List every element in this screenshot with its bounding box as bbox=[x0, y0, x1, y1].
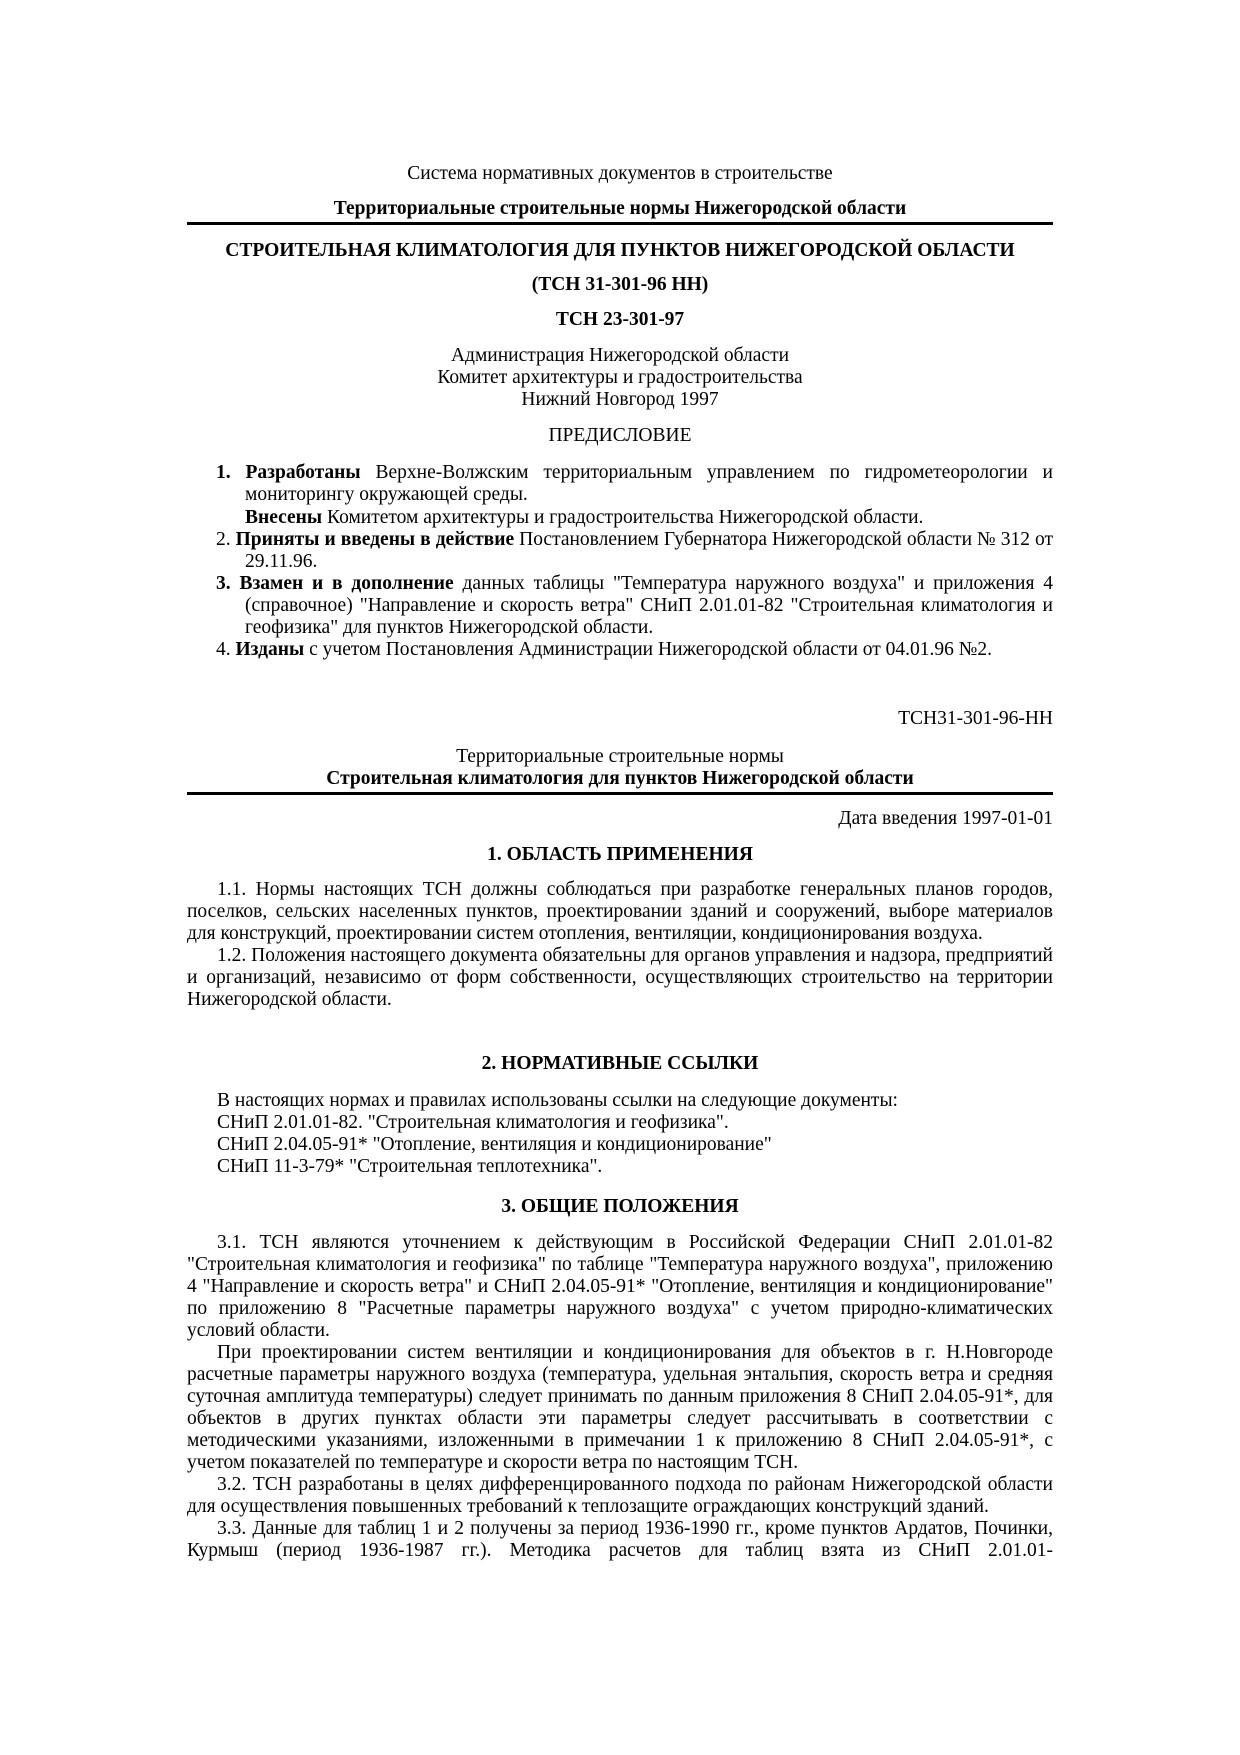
preface-item bbox=[187, 639, 1053, 661]
paragraph: 1.2. Положения настоящего документа обязательны для органов управления и надзора, предприятий и организаций, независимо от форм собственности, осуществляющих строительство на территории Нижегородской области. bbox=[187, 945, 1053, 1010]
second-header-line1: Территориальные строительные нормы bbox=[456, 746, 784, 767]
publisher-line: Нижний Новгород 1997 bbox=[521, 389, 719, 410]
intro-date: Дата введения 1997-01-01 bbox=[838, 808, 1053, 829]
second-header-line2: Строительная климатология для пунктов Нижегородской области bbox=[326, 768, 914, 789]
second-header-rule bbox=[187, 792, 1053, 795]
preface-item bbox=[187, 507, 1053, 529]
preface-item-bold: Приняты и введены в действие bbox=[235, 529, 515, 550]
publisher-line: Администрация Нижегородской области bbox=[450, 345, 790, 366]
preface-title: ПРЕДИСЛОВИЕ bbox=[548, 425, 692, 446]
preface-item-bold: Взамен и в дополнение bbox=[239, 573, 454, 594]
doc-code: ТСН31-301-96-НН bbox=[898, 708, 1053, 729]
paragraph: 1.1. Нормы настоящих ТСН должны соблюдаться при разработке генеральных планов городов, поселков, сельских населенных пунктов, проектировании зданий и сооружений, выборе материалов для конструкций, проектировании систем отопления, вентиляции, кондиционирования воздуха. bbox=[187, 879, 1053, 944]
preface-item-num: 2. bbox=[216, 529, 231, 550]
preface-item-text: Постановлением Губернатора Нижегородской области № 312 от 29.11.96. bbox=[245, 529, 1054, 572]
paragraph: 3.3. Данные для таблиц 1 и 2 получены за период 1936-1990 гг., кроме пунктов Ардатов, Починки, Курмыш (период 1936-1987 гг.). Методика расчетов для таблиц взята из СНиП 2.01.01- bbox=[187, 1518, 1053, 1561]
preface-item-bold: Разработаны bbox=[245, 462, 361, 483]
preface-item-text: с учетом Постановления Администрации Нижегородской области от 04.01.96 №2. bbox=[304, 639, 992, 660]
section-2-title: 2. НОРМАТИВНЫЕ ССЫЛКИ bbox=[481, 1053, 759, 1074]
paragraph: 3.2. ТСН разработаны в целях дифференцированного подхода по районам Нижегородской области для осуществления повышенных требований к теплозащите ограждающих конструкций зданий. bbox=[187, 1474, 1053, 1517]
territorial-norms-heading: Территориальные строительные нормы Нижегородской области bbox=[333, 198, 907, 219]
preface-item-text: данных таблицы "Температура наружного воздуха" и приложения 4 (справочное) "Направление и скорость ветра" СНиП 2.01.01-82 "Строительная климатология и геофизика" для пунктов Нижегородской области. bbox=[245, 573, 1053, 638]
preface-item bbox=[187, 462, 1053, 506]
preface-item bbox=[187, 529, 1053, 573]
preface-item-num: 4. bbox=[216, 639, 231, 660]
main-title: СТРОИТЕЛЬНАЯ КЛИМАТОЛОГИЯ ДЛЯ ПУНКТОВ НИЖЕГОРОДСКОЙ ОБЛАСТИ bbox=[225, 240, 1015, 261]
publisher-block bbox=[187, 345, 1053, 411]
code-tsn-31: (ТСН 31-301-96 НН) bbox=[531, 274, 709, 295]
section-1-body bbox=[187, 879, 1053, 1011]
code-tsn-23: ТСН 23-301-97 bbox=[555, 309, 685, 330]
section-3-body bbox=[187, 1232, 1053, 1562]
publisher-line: Комитет архитектуры и градостроительства bbox=[437, 367, 803, 388]
paragraph: 3.1. ТСН являются уточнением к действующим в Российской Федерации СНиП 2.01.01-82 "Строительная климатология и геофизика" по таблице "Температура наружного воздуха", приложению 4 "Направление и скорость ветра" и СНиП 2.04.05-91* "Отопление, вентиляция и кондиционирование" по приложению 8 "Расчетные параметры наружного воздуха" с учетом природно-климатических условий области. bbox=[187, 1232, 1053, 1341]
header-rule bbox=[187, 222, 1053, 225]
reference-line: СНиП 2.01.01-82. "Строительная климатология и геофизика". bbox=[217, 1112, 729, 1133]
section-1-title: 1. ОБЛАСТЬ ПРИМЕНЕНИЯ bbox=[487, 844, 753, 865]
paragraph: При проектировании систем вентиляции и кондиционирования для объектов в г. Н.Новгороде расчетные параметры наружного воздуха (температура, удельная энтальпия, скорость ветра и средняя суточная амплитуда температуры) следует принимать по данным приложения 8 СНиП 2.04.05-91*, для объектов в других пунктах области эти параметры следует рассчитывать в соответствии с методическими указаниями, изложенными в примечании 1 к приложению 8 СНиП 2.04.05-91*, с учетом показателей по температуре и скорости ветра по настоящим ТСН. bbox=[187, 1342, 1053, 1473]
preface-item-num: 1. bbox=[216, 462, 231, 483]
preface-item-num: 3. bbox=[216, 573, 231, 594]
reference-line: В настоящих нормах и правилах использованы ссылки на следующие документы: bbox=[217, 1090, 898, 1111]
preface-item-text: Верхне-Волжским территориальным управлением по гидрометеорологии и мониторингу окружающей среды. bbox=[245, 462, 1053, 505]
preface-item-text: Комитетом архитектуры и градостроительства Нижегородской области. bbox=[322, 507, 924, 528]
preface-item bbox=[187, 573, 1053, 639]
preface-list bbox=[187, 462, 1053, 661]
reference-line: СНиП 2.04.05-91* "Отопление, вентиляция и кондиционирование" bbox=[217, 1134, 772, 1155]
system-line: Система нормативных документов в строительстве bbox=[407, 163, 833, 184]
reference-line: СНиП 11-3-79* "Строительная теплотехника". bbox=[217, 1156, 603, 1177]
preface-item-bold: Внесены bbox=[245, 507, 323, 528]
preface-item-bold: Изданы bbox=[235, 639, 305, 660]
section-3-title: 3. ОБЩИЕ ПОЛОЖЕНИЯ bbox=[501, 1196, 739, 1217]
section-2-body bbox=[217, 1090, 1053, 1178]
